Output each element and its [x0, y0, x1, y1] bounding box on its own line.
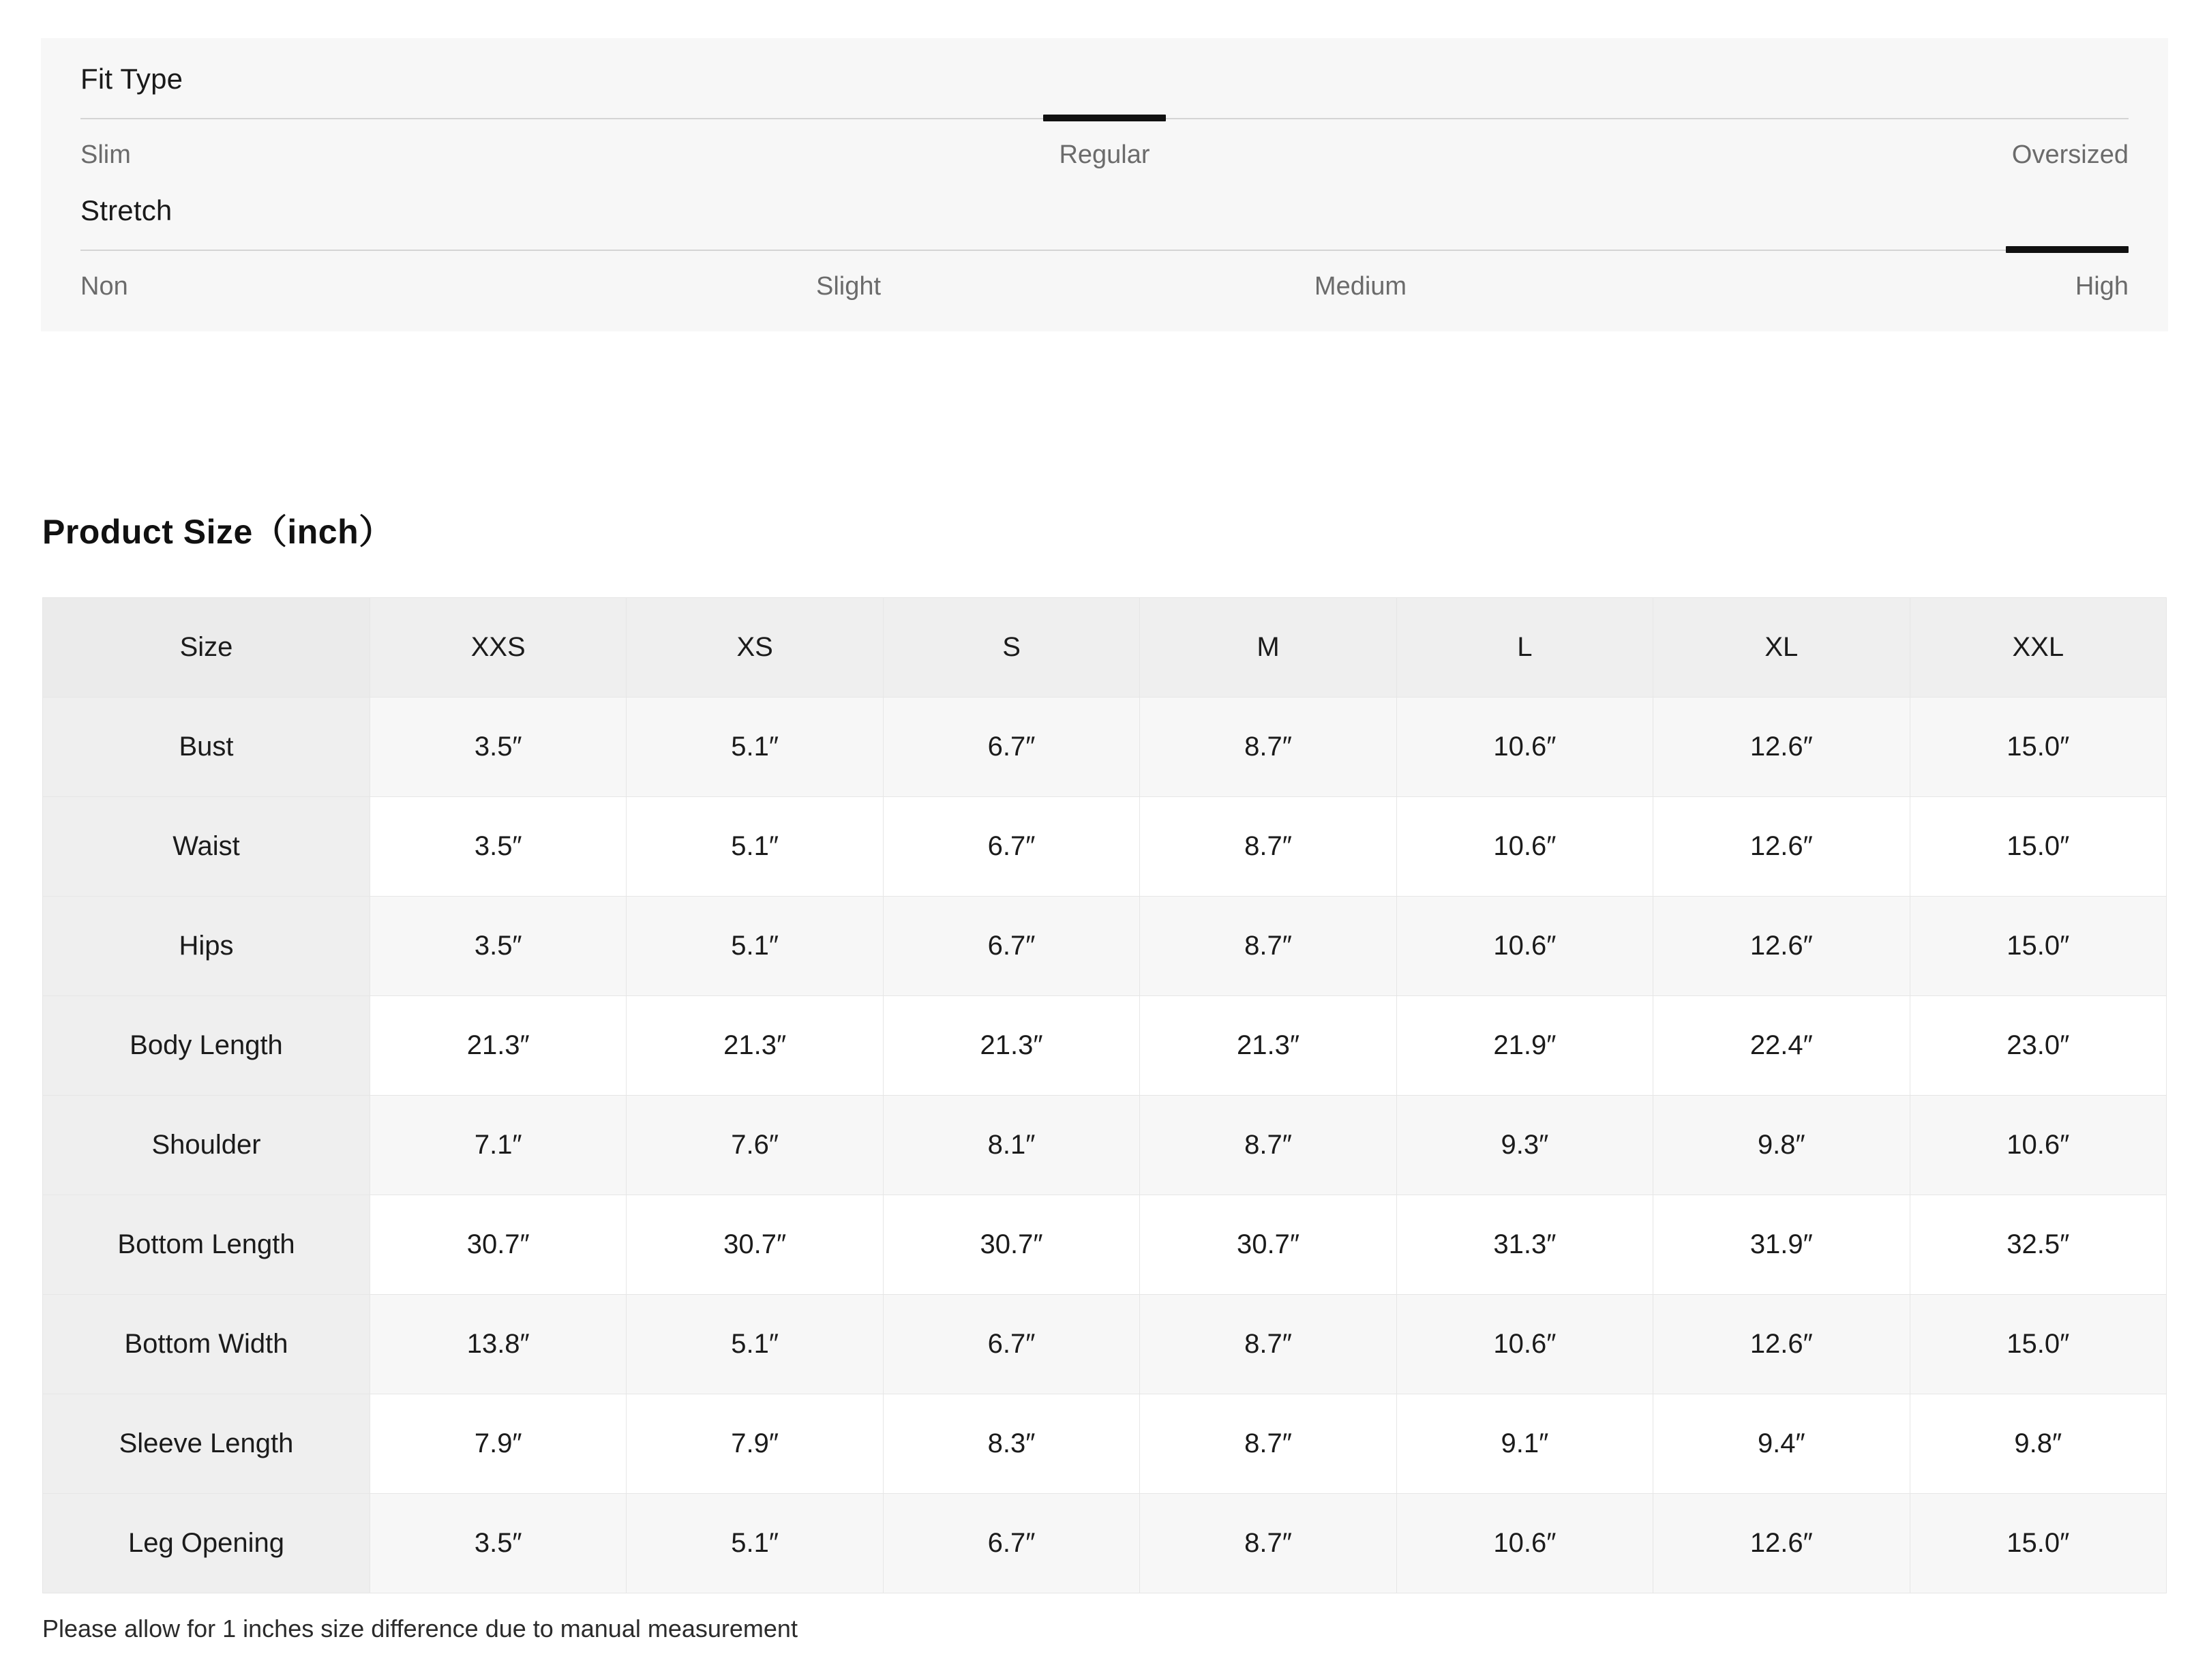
table-cell: 21.9″ [1396, 996, 1653, 1096]
table-cell: 6.7″ [883, 1295, 1139, 1394]
table-cell: 3.5″ [370, 897, 627, 996]
table-row [43, 698, 2167, 797]
table-cell: 23.0″ [1910, 996, 2166, 1096]
stretch-title: Stretch [80, 194, 172, 226]
table-cell: 8.1″ [883, 1096, 1139, 1195]
table-row [43, 1295, 2167, 1394]
table-row-header: Body Length [43, 996, 370, 1096]
fit-type-scale-labels [80, 123, 2129, 170]
table-cell: 30.7″ [1140, 1195, 1396, 1295]
table-row [43, 1494, 2167, 1593]
table-cell: 10.6″ [1396, 1295, 1653, 1394]
table-cell: 5.1″ [627, 1295, 883, 1394]
table-cell: 30.7″ [627, 1195, 883, 1295]
table-col-header-xs: XS [627, 598, 883, 698]
table-cell: 13.8″ [370, 1295, 627, 1394]
table-col-header-m: M [1140, 598, 1396, 698]
table-cell: 3.5″ [370, 698, 627, 797]
table-cell: 8.7″ [1140, 1295, 1396, 1394]
table-cell: 5.1″ [627, 897, 883, 996]
table-cell: 3.5″ [370, 1494, 627, 1593]
table-cell: 9.3″ [1396, 1096, 1653, 1195]
table-row [43, 797, 2167, 897]
table-row [43, 1394, 2167, 1494]
table-cell: 5.1″ [627, 1494, 883, 1593]
table-cell: 12.6″ [1653, 1494, 1910, 1593]
table-cell: 10.6″ [1910, 1096, 2166, 1195]
table-cell: 10.6″ [1396, 1494, 1653, 1593]
fit-type-label-slim: Slim [80, 140, 131, 169]
fit-type-scale[interactable] [80, 115, 2129, 123]
stretch-scale-marker [2006, 246, 2129, 253]
stretch-label-non: Non [80, 272, 128, 301]
table-cell: 8.7″ [1140, 698, 1396, 797]
table-cell: 15.0″ [1910, 797, 2166, 897]
table-cell: 8.7″ [1140, 1096, 1396, 1195]
table-row-header: Bottom Width [43, 1295, 370, 1394]
stretch-label-slight: Slight [815, 272, 882, 301]
table-row-header: Waist [43, 797, 370, 897]
fit-type-label-regular: Regular [1059, 140, 1150, 169]
table-cell: 15.0″ [1910, 698, 2166, 797]
table-header-row [43, 598, 2167, 698]
table-cell: 6.7″ [883, 797, 1139, 897]
table-col-header-s: S [883, 598, 1139, 698]
table-cell: 8.7″ [1140, 1494, 1396, 1593]
table-cell: 8.3″ [883, 1394, 1139, 1494]
table-row-header: Sleeve Length [43, 1394, 370, 1494]
table-cell: 21.3″ [370, 996, 627, 1096]
table-cell: 3.5″ [370, 797, 627, 897]
table-row [43, 897, 2167, 996]
table-col-header-xl: XL [1653, 598, 1910, 698]
table-cell: 21.3″ [627, 996, 883, 1096]
table-cell: 12.6″ [1653, 1295, 1910, 1394]
table-row [43, 996, 2167, 1096]
product-size-table [42, 597, 2167, 1593]
table-cell: 12.6″ [1653, 797, 1910, 897]
table-cell: 15.0″ [1910, 1494, 2166, 1593]
table-col-header-xxs: XXS [370, 598, 627, 698]
fit-type-title: Fit Type [80, 63, 183, 95]
table-body [43, 698, 2167, 1593]
table-cell: 21.3″ [883, 996, 1139, 1096]
table-cell: 10.6″ [1396, 698, 1653, 797]
table-cell: 31.3″ [1396, 1195, 1653, 1295]
table-row-header: Hips [43, 897, 370, 996]
table-corner-header: Size [43, 598, 370, 698]
fit-type-label-oversized: Oversized [2011, 140, 2129, 169]
table-cell: 21.3″ [1140, 996, 1396, 1096]
table-cell: 22.4″ [1653, 996, 1910, 1096]
table-cell: 7.6″ [627, 1096, 883, 1195]
table-cell: 5.1″ [627, 797, 883, 897]
table-cell: 15.0″ [1910, 897, 2166, 996]
table-cell: 12.6″ [1653, 897, 1910, 996]
product-size-table-wrap [42, 597, 2167, 1593]
stretch-scale-labels [80, 254, 2129, 301]
table-cell: 8.7″ [1140, 1394, 1396, 1494]
stretch-scale[interactable] [80, 246, 2129, 254]
table-row-header: Leg Opening [43, 1494, 370, 1593]
table-cell: 30.7″ [370, 1195, 627, 1295]
fit-attributes-panel [41, 38, 2168, 331]
table-col-header-l: L [1396, 598, 1653, 698]
table-cell: 7.9″ [370, 1394, 627, 1494]
table-cell: 15.0″ [1910, 1295, 2166, 1394]
table-row [43, 1195, 2167, 1295]
stretch-label-high: High [2075, 272, 2129, 301]
table-cell: 9.1″ [1396, 1394, 1653, 1494]
measurement-footnote: Please allow for 1 inches size difference due to manual measurement [42, 1615, 798, 1642]
table-row [43, 1096, 2167, 1195]
table-cell: 6.7″ [883, 698, 1139, 797]
table-cell: 8.7″ [1140, 897, 1396, 996]
table-cell: 9.4″ [1653, 1394, 1910, 1494]
fit-type-scale-marker [1043, 115, 1166, 121]
table-cell: 31.9″ [1653, 1195, 1910, 1295]
table-cell: 8.7″ [1140, 797, 1396, 897]
table-row-header: Shoulder [43, 1096, 370, 1195]
stretch-scale-line [80, 250, 2129, 251]
table-cell: 9.8″ [1910, 1394, 2166, 1494]
table-cell: 30.7″ [883, 1195, 1139, 1295]
stretch-group [68, 170, 2141, 301]
table-cell: 6.7″ [883, 897, 1139, 996]
table-cell: 6.7″ [883, 1494, 1139, 1593]
table-row-header: Bust [43, 698, 370, 797]
table-cell: 7.9″ [627, 1394, 883, 1494]
table-col-header-xxl: XXL [1910, 598, 2166, 698]
table-cell: 10.6″ [1396, 797, 1653, 897]
stretch-label-medium: Medium [1314, 272, 1407, 301]
table-row-header: Bottom Length [43, 1195, 370, 1295]
table-cell: 10.6″ [1396, 897, 1653, 996]
table-cell: 9.8″ [1653, 1096, 1910, 1195]
table-header [43, 598, 2167, 698]
table-cell: 7.1″ [370, 1096, 627, 1195]
table-cell: 12.6″ [1653, 698, 1910, 797]
table-cell: 32.5″ [1910, 1195, 2166, 1295]
product-size-title: Product Size（inch） [42, 513, 393, 551]
fit-type-group [68, 38, 2141, 170]
table-cell: 5.1″ [627, 698, 883, 797]
